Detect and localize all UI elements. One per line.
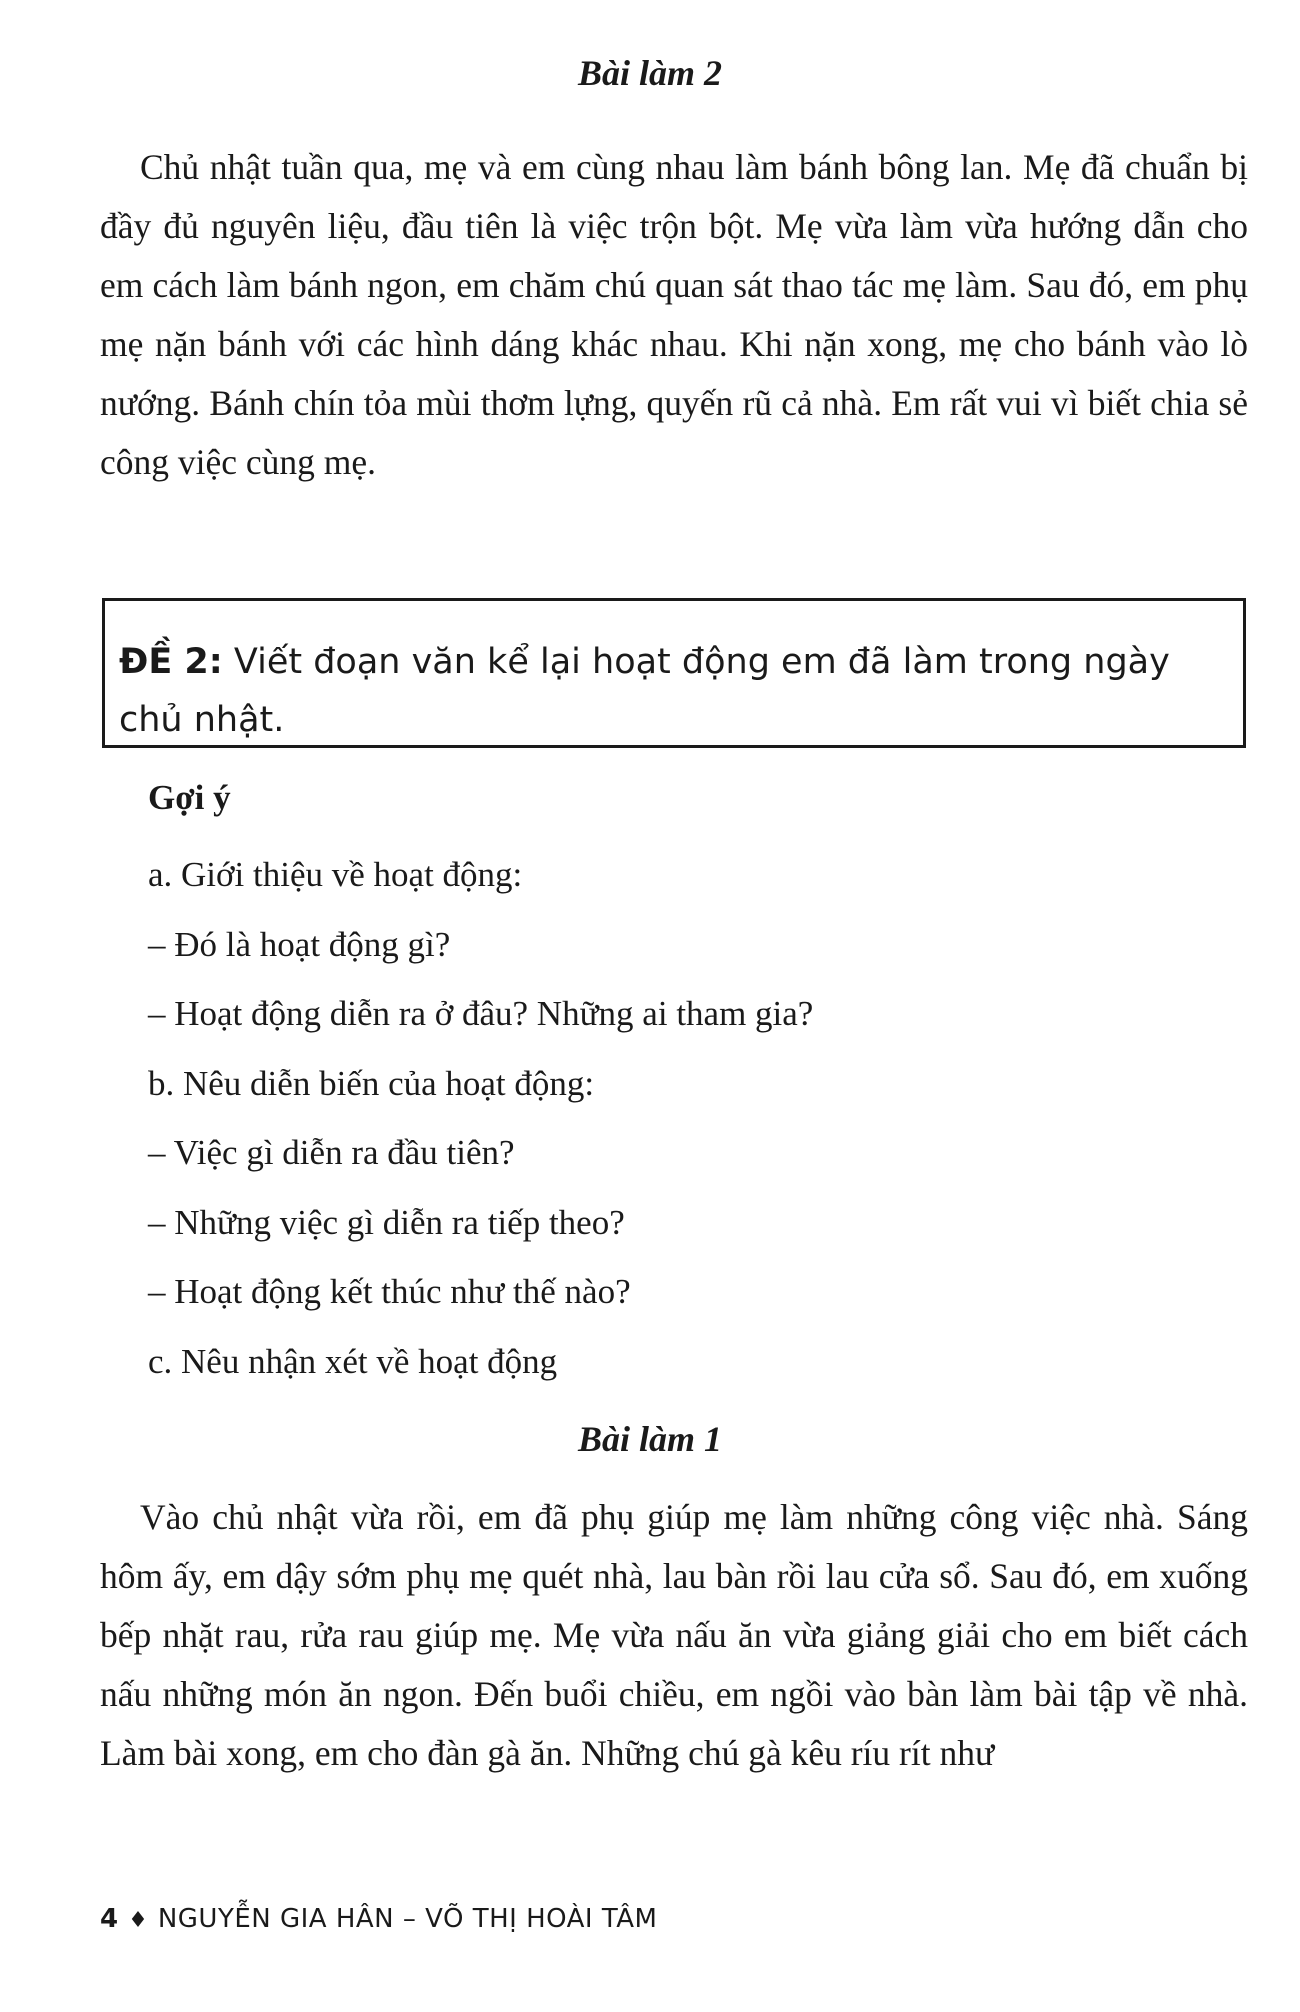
hints-title: Gợi ý <box>148 778 231 817</box>
task-label: ĐỀ 2: <box>119 642 223 682</box>
essay-1-text: Vào chủ nhật vừa rồi, em đã phụ giúp mẹ làm những công việc nhà. Sáng hôm ấy, em dậy sớm phụ mẹ quét nhà, lau bàn rồi lau cửa sổ. Sau đó, em xuống bếp nhặt rau, rửa rau giúp mẹ. Mẹ vừa nấu ăn vừa giảng giải cho em biết cách nấu những món ăn ngon. Đến buổi chiều, em ngồi vào bàn làm bài tập về nhà. Làm bài xong, em cho đàn gà ăn. Những chú gà kêu ríu rít như <box>100 1497 1248 1773</box>
essay-1-paragraph <box>100 1488 1248 1783</box>
page-footer <box>100 1904 657 1934</box>
hint-item: – Hoạt động diễn ra ở đâu? Những ai tham gia? <box>148 994 814 1033</box>
task-box <box>102 598 1246 748</box>
essay-1-heading: Bài làm 1 <box>577 1419 723 1459</box>
task-text: Viết đoạn văn kể lại hoạt động em đã làm trong ngày chủ nhật. <box>119 642 1170 740</box>
essay-2-paragraph <box>100 138 1248 492</box>
hint-item: – Hoạt động kết thúc như thế nào? <box>148 1272 631 1311</box>
hints-list <box>148 840 813 1396</box>
hint-item: – Đó là hoạt động gì? <box>148 924 451 964</box>
hint-item: – Những việc gì diễn ra tiếp theo? <box>148 1202 625 1242</box>
footer-authors: NGUYỄN GIA HÂN – VÕ THỊ HOÀI TÂM <box>157 1904 658 1934</box>
hint-item: b. Nêu diễn biến của hoạt động: <box>148 1063 595 1103</box>
essay-2-text: Chủ nhật tuần qua, mẹ và em cùng nhau làm bánh bông lan. Mẹ đã chuẩn bị đầy đủ nguyên liệu, đầu tiên là việc trộn bột. Mẹ vừa làm vừa hướng dẫn cho em cách làm bánh ngon, em chăm chú quan sát thao tác mẹ làm. Sau đó, em phụ mẹ nặn bánh với các hình dáng khác nhau. Khi nặn xong, mẹ cho bánh vào lò nướng. Bánh chín tỏa mùi thơm lựng, quyến rũ cả nhà. Em rất vui vì biết chia sẻ công việc cùng mẹ. <box>100 147 1248 482</box>
diamond-separator-icon: ♦ <box>128 1908 148 1933</box>
essay-2-heading: Bài làm 2 <box>577 53 723 93</box>
hint-item: – Việc gì diễn ra đầu tiên? <box>148 1133 515 1172</box>
hint-item: a. Giới thiệu về hoạt động: <box>148 855 523 894</box>
hint-item: c. Nêu nhận xét về hoạt động <box>148 1341 558 1381</box>
page-number: 4 <box>100 1904 119 1934</box>
